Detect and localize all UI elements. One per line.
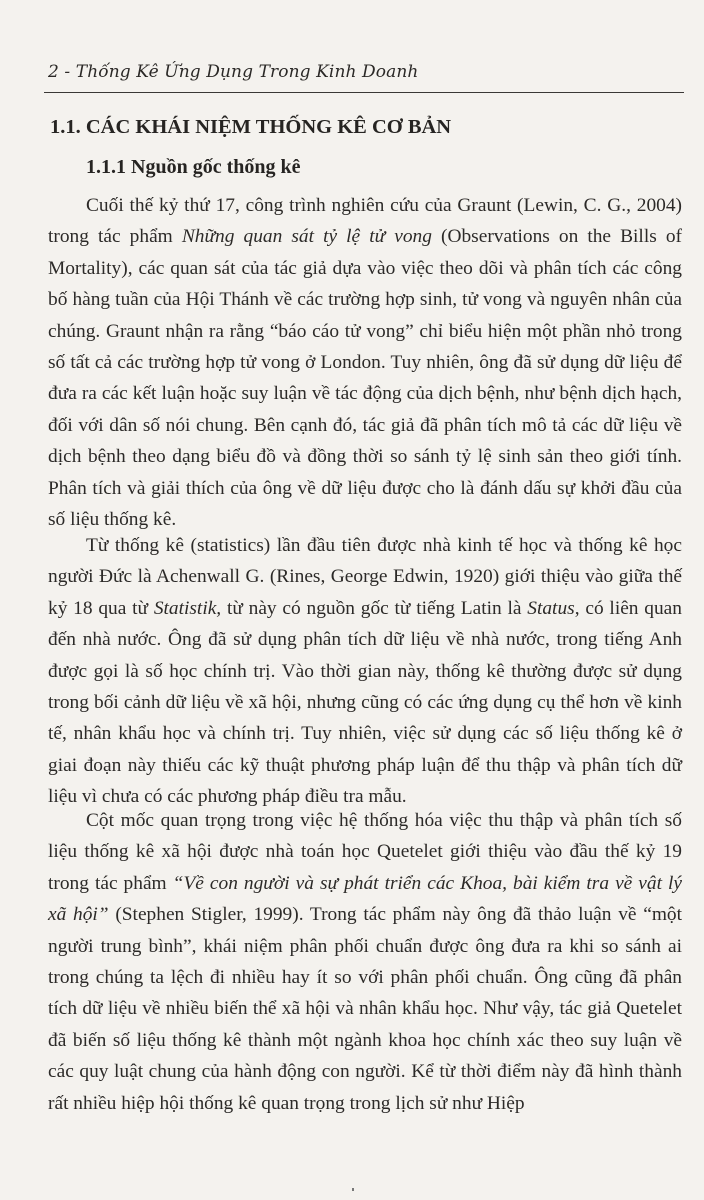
paragraph-text: (Stephen Stigler, 1999). Trong tác phẩm này ông đã thảo luận về “một người trung bình”, khái niệm phân phối chuẩn được ông đưa ra khi so sánh ai trong chúng ta lệch đi nhiều hay ít so với phân phối chuẩn. Ông cũng đã phân tích dữ liệu về nhiều biến thể xã hội và nhân khẩu học. Như vậy, tác giả Quetelet đã biến số liệu thống kê thành một ngành khoa học chính xác theo suy luận về các quy luật chung của hành động con người. Kể từ thời điểm này đã hình thành rất nhiều hiệp hội thống kê quan trọng trong lịch sử như Hiệp — [48, 904, 682, 1114]
header-rule — [44, 92, 684, 93]
subsection-title: 1.1.1 Nguồn gốc thống kê — [86, 156, 301, 178]
running-header: 2 - Thống Kê Ứng Dụng Trong Kinh Doanh — [48, 62, 419, 82]
paragraph-text: Từ thống kê (statistics) lần đầu tiên được nhà kinh tế học và thống kê học người Đức là Achenwall G. (Rines, George Edwin, 1920) giới thiệu vào giữa thế kỷ 18 qua từ — [48, 535, 682, 619]
book-title-italic: Những quan sát tỷ lệ tử vong — [181, 226, 432, 248]
paragraph-achenwall — [48, 530, 682, 813]
paragraph-quetelet — [48, 805, 682, 1119]
term-italic: Status — [527, 597, 575, 619]
paragraph-text: (Observations on the Bills of Mortality), các quan sát của tác giả dựa vào việc theo dõi và phân tích các công bố hàng tuần của Hội Thánh về các trường hợp sinh, tử vong và nguyên nhân của chúng. Graunt nhận ra rằng “báo cáo tử vong” chỉ biểu hiện một phần nhỏ trong số tất cả các trường hợp tử vong ở London. Tuy nhiên, ông đã sử dụng dữ liệu để đưa ra các kết luận hoặc suy luận về tác động của dịch bệnh, như bệnh dịch hạch, đối với dân số nói chung. Bên cạnh đó, tác giả đã phân tích mô tả các dữ liệu về dịch bệnh theo dạng biểu đồ và đồng thời so sánh tỷ lệ sinh sản theo giới tính. Phân tích và giải thích của ông về dữ liệu được cho là đánh dấu sự khởi đầu của số liệu thống kê. — [48, 226, 682, 531]
book-title-italic: “Về con người và sự phát triển các Khoa, bài kiểm tra về vật lý xã hội” — [48, 872, 682, 926]
section-title: 1.1. CÁC KHÁI NIỆM THỐNG KÊ CƠ BẢN — [50, 116, 452, 138]
paragraph-graunt — [48, 190, 682, 535]
paragraph-text: , có liên quan đến nhà nước. Ông đã sử dụng phân tích dữ liệu về nhà nước, trong tiếng Anh được gọi là số học chính trị. Vào thời gian này, thống kê thường được sử dụng trong bối cảnh dữ liệu về xã hội, nhưng cũng có các ứng dụng cụ thể hơn về kinh tế, nhân khẩu học và chính trị. Tuy nhiên, việc sử dụng các số liệu thống kê ở giai đoạn này thiếu các kỹ thuật phương pháp luận để thu thập và phân tích dữ liệu vì chưa có các phương pháp điều tra mẫu. — [48, 597, 682, 808]
paragraph-text: Cuối thế kỷ thứ 17, công trình nghiên cứu của Graunt (Lewin, C. G., 2004) trong tác phẩm — [48, 195, 682, 248]
paragraph-text: Cột mốc quan trọng trong việc hệ thống hóa việc thu thập và phân tích số liệu thống kê xã hội được nhà toán học Quetelet giới thiệu vào đầu thế kỷ 19 trong tác phẩm — [48, 810, 682, 894]
paragraph-text: từ này có nguồn gốc từ tiếng Latin là — [221, 597, 528, 619]
term-italic: Statistik, — [153, 597, 222, 619]
page-edge-mark — [352, 1188, 354, 1191]
